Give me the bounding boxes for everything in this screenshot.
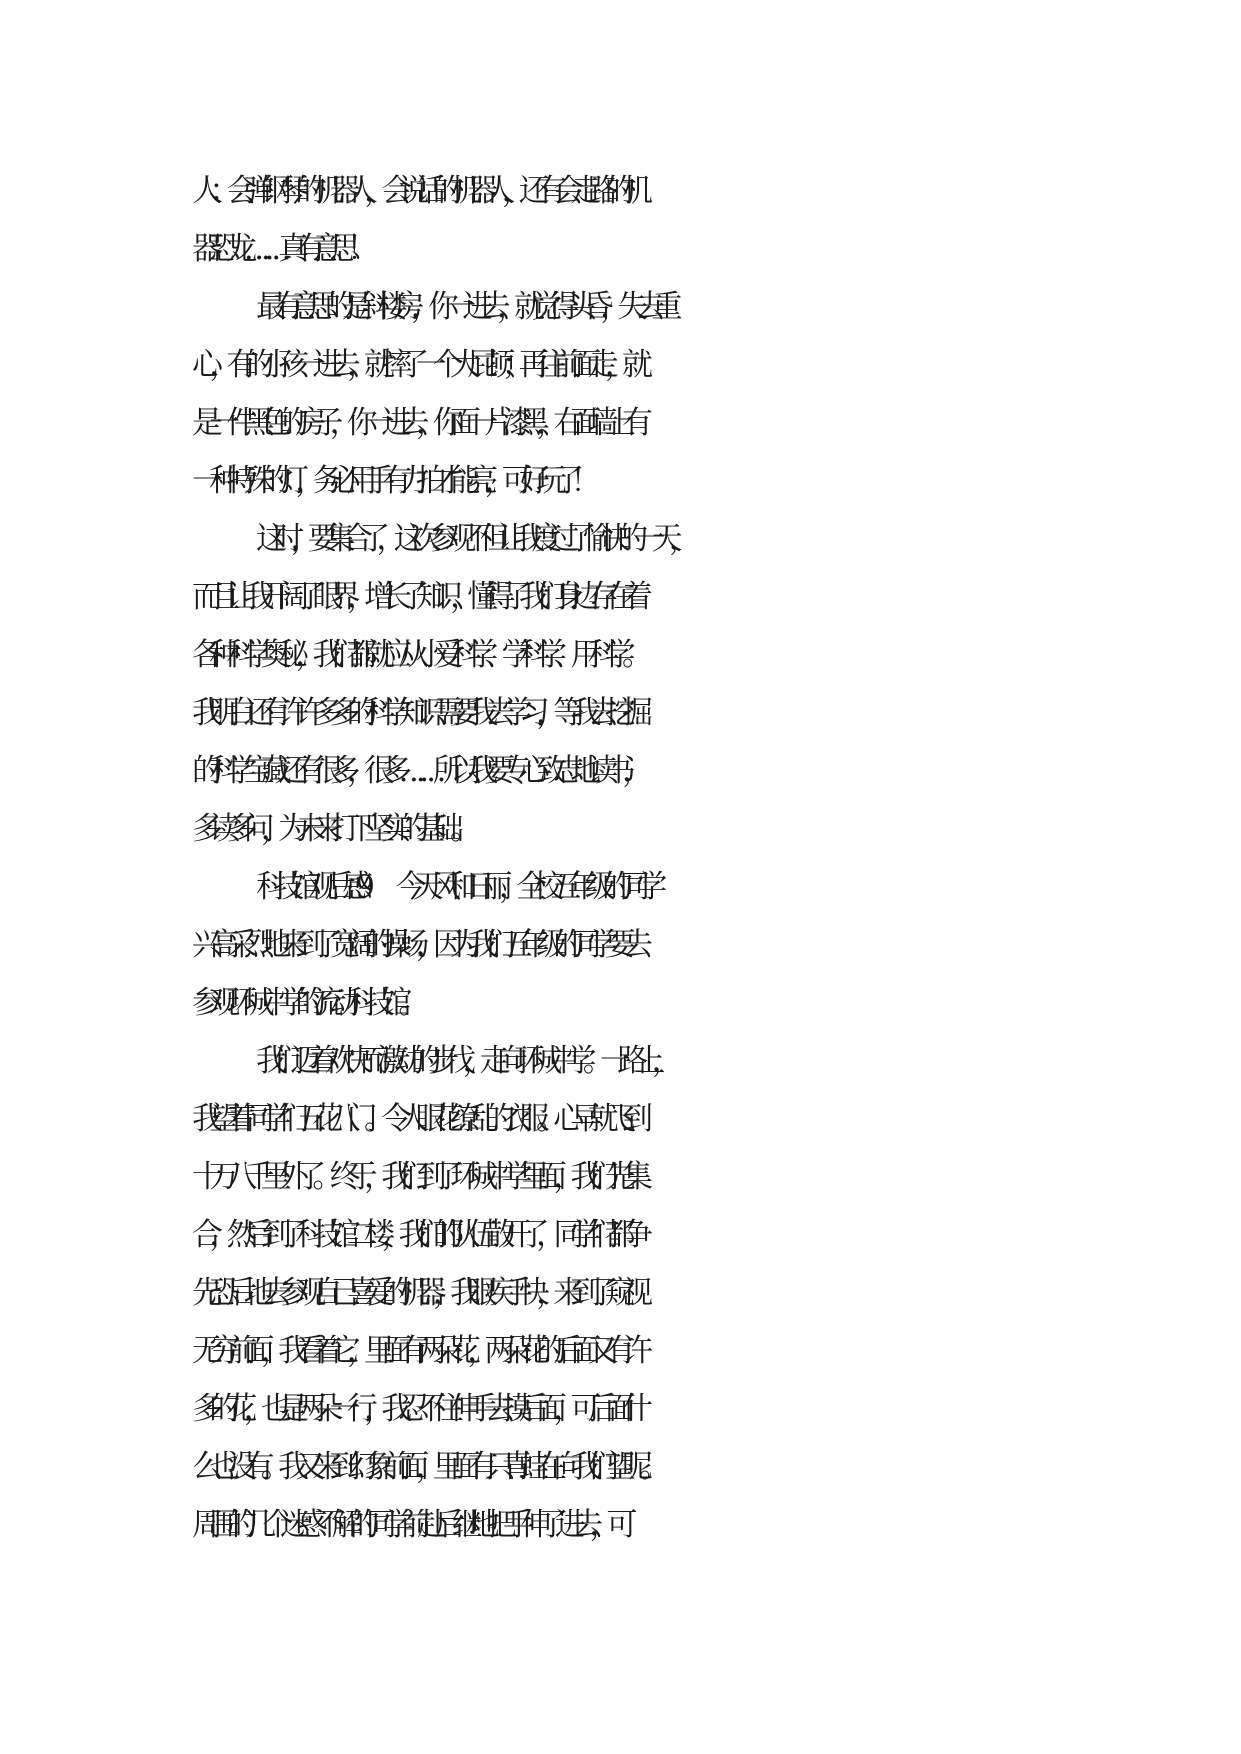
text-line: 一种特殊的灯，务必用手有力拍才能亮，可好玩了！	[192, 463, 588, 499]
text-line: 我望着同学们五花八门。令人眼花缭乱的衣服。心早就飞到	[192, 1101, 640, 1137]
document-body	[192, 162, 1072, 1554]
text-line: 器恐龙……真有意思！	[192, 231, 364, 267]
text-line: 是一件黑色的房子，你一进去，你面一片漆黑，右面墙上有	[192, 405, 640, 441]
text-line: 周围的`几个迷惑不解的同学前赴后继地把手伸了进去，可	[192, 1507, 624, 1543]
text-line: 兴高采烈地来到了宽阔的操场，因为我们五年级的同学要去	[192, 927, 640, 963]
text-line: 么也没有。我又来到幻象前面，里面有只青蛙在向我们望呢。	[192, 1449, 657, 1485]
paragraph-first-line: 这时，要集合了，这次参观不但让我度过了愉快的一天，	[256, 521, 686, 557]
text-line: 十万八千里外了。终于，我们到了环城中学里面，我们先集	[192, 1159, 640, 1195]
text-line: 合，然后到了科技馆二楼，我们的队伍散开了，同学们都争	[192, 1217, 640, 1253]
text-line: 心，有的小孩一进去，就摔了一个大屁顿；再往前面走，就	[192, 347, 640, 383]
text-line: 而且让我开阔了眼界，增长了知识，懂得了我们身边存在着	[192, 579, 640, 615]
text-line: 多读多问，为未来打下坚实的基础。	[192, 811, 468, 847]
text-line: 多的花，也是两朵一行，我忍不住伸手去摸后面，可后面什	[192, 1391, 640, 1427]
text-line: 先恐后地去参观自己喜爱的机器，我眼疾手快，来到了窥视	[192, 1275, 640, 1311]
text-line: 参观环城中学的流动科技馆。	[192, 985, 416, 1021]
text-line: 无穷前面，我看着它，里面有两朵花，两朵花的后面又有许	[192, 1333, 640, 1369]
paragraph-first-line: 最有意思的是斜楼房，你一进去，就觉得头昏，失去重	[256, 289, 669, 325]
paragraph-first-line: 我们迈着欢快而激动的步伐，走向环城中学。一路上，	[256, 1043, 669, 1079]
text-line: 的科学宝藏还有很多，很多……所以我要专心致志地读书，	[192, 753, 640, 789]
paragraph-first-line: 科技馆观后感 9 今天风和日丽，全校五年级的同学	[256, 869, 654, 905]
text-line: 各种科学奥秘，我们都就应从小爱科学、学科学、用科学。	[192, 637, 640, 673]
text-line: 人：会弹钢琴的机器人，会说话的机器人，还有会走路的机	[192, 173, 640, 209]
text-line: 我明白还有许许多多的科学知识需要我去学习，等我去挖掘	[192, 695, 640, 731]
